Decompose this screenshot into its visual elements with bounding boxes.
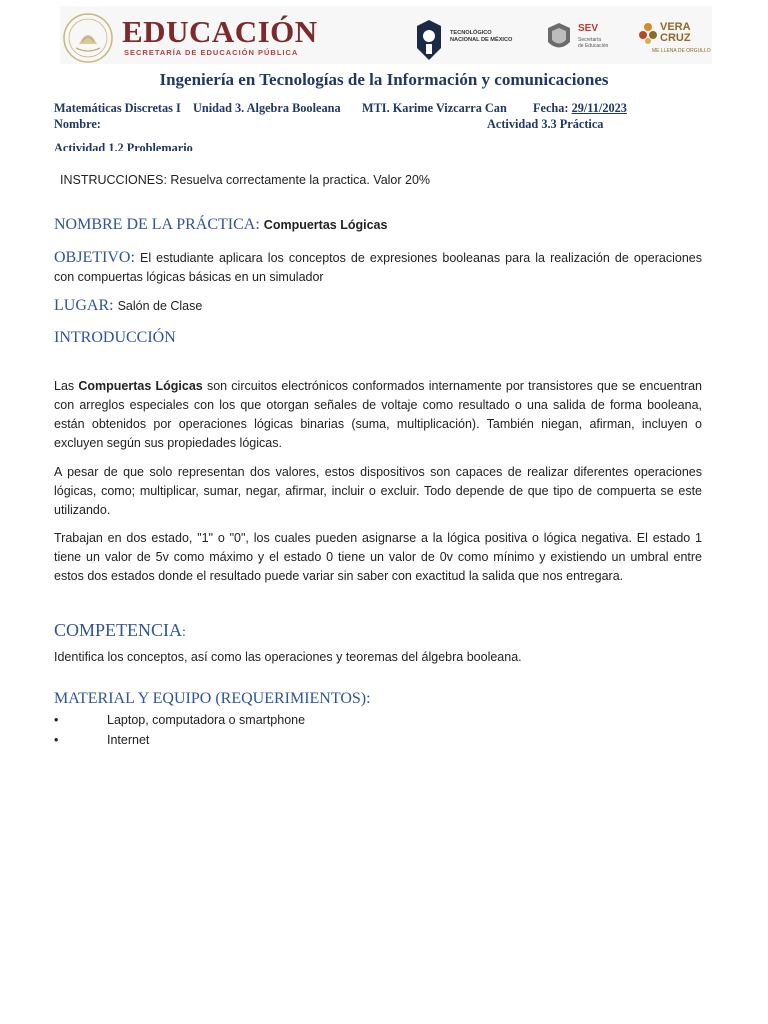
intro-paragraph-1 [54, 377, 702, 453]
veracruz-line2: CRUZ [660, 32, 691, 44]
instructions-text: INSTRUCCIONES: Resuelva correctamente la practica. Valor 20% [60, 173, 431, 187]
date-label: Fecha: [533, 101, 569, 115]
clipped-activity-line [54, 143, 193, 151]
teacher-label: MTI. Karime Vizcarra Can [362, 101, 507, 115]
clipped-activity-text: Actividad 1.2 Problemario [54, 143, 193, 151]
mexico-seal-icon [62, 12, 114, 64]
competence-heading [54, 620, 186, 641]
program-title: Ingeniería en Tecnologías de la Información y comunicaciones [159, 70, 609, 89]
competence-text: Identifica los conceptos, así como las operaciones y teoremas del álgebra booleana. [54, 650, 522, 664]
name-label: Nombre: [54, 117, 101, 131]
place-heading [54, 297, 202, 315]
intro-paragraph-2: A pesar de que solo representan dos valores, estos dispositivos son capaces de realizar diferentes operaciones lógicas, como; multiplicar, sumar, negar, afirmar, incluir o excluir. Todo depende de que tipo de compuerta se este utilizando. [54, 465, 702, 517]
place-label: LUGAR: [54, 297, 114, 314]
bullet-icon: • [54, 733, 59, 747]
activity-label: Actividad 3.3 Práctica [487, 117, 604, 131]
intro-p1-bold: Compuertas Lógicas [78, 379, 203, 393]
competence-label: COMPETENCIA [54, 620, 183, 640]
intro-p1-rest: son circuitos electrónicos conformados internamente por transistores que se encuentran con arreglos especiales con los que otorgan señales de voltaje como resultado o una salida de forma booleana, están obtenidos por operaciones lógicas binarias (suma, multiplicación). También niegan, afirman, incluyen o excluyen según sus propiedades lógicas. [54, 379, 702, 450]
objective-label: OBJETIVO: [54, 249, 135, 266]
sev-sub-line2: de Educación [578, 43, 609, 49]
veracruz-tagline: ME LLENA DE ORGULLO [652, 48, 711, 54]
tecnm-logo-icon [414, 18, 444, 62]
practice-name-label: NOMBRE DE LA PRÁCTICA: [54, 216, 260, 233]
intro-p1-prefix: Las [54, 379, 79, 393]
materials-item-label: Laptop, computadora o smartphone [107, 713, 306, 727]
date-value: 29/11/2023 [571, 101, 627, 115]
introduction-heading: INTRODUCCIÓN [54, 329, 176, 346]
sev-logo-icon [546, 22, 572, 54]
materials-item-label: Internet [107, 733, 150, 747]
sev-wordmark: SEV [578, 23, 599, 34]
subject-label: Matemáticas Discretas I [54, 101, 181, 115]
education-subtitle: SECRETARÍA DE EDUCACIÓN PÚBLICA [124, 48, 299, 57]
tecnm-line2: NACIONAL DE MÉXICO [450, 37, 513, 43]
tecnm-line1: TECNOLÓGICO [450, 30, 492, 36]
education-wordmark: EDUCACIÓN [122, 14, 318, 49]
unit-label: Unidad 3. Algebra Booleana [193, 101, 341, 115]
competence-colon: : [182, 625, 186, 640]
veracruz-logo-icon [638, 22, 658, 44]
bullet-icon: • [54, 713, 59, 727]
tecnm-text [450, 30, 512, 44]
sev-subtitle [578, 37, 608, 49]
veracruz-line1: VERA [660, 21, 691, 33]
objective-paragraph [54, 248, 702, 287]
practice-name-value: Compuertas Lógicas [263, 218, 388, 232]
practice-name-heading [54, 216, 387, 234]
intro-paragraph-3: Trabajan en dos estado, "1" o "0", los cuales pueden asignarse a la lógica positiva o lógica negativa. El estado 1 tiene un valor de 5v como máximo y el estado 0 tiene un valor de 0v como mínimo y existiendo un umbral entre estos dos estados donde el resultado puede variar sin saber con exactitud la salida que nos entregara. [54, 531, 702, 583]
veracruz-wordmark [660, 22, 691, 44]
place-value: Salón de Clase [117, 299, 203, 313]
materials-heading: MATERIAL Y EQUIPO (REQUERIMIENTOS): [54, 690, 371, 707]
objective-text: El estudiante aplicara los conceptos de expresiones booleanas para la realización de operaciones con compuertas lógicas básicas en un simulador [54, 251, 702, 284]
date-block [533, 101, 627, 116]
sev-sub-line1: Secretaría [578, 37, 602, 43]
